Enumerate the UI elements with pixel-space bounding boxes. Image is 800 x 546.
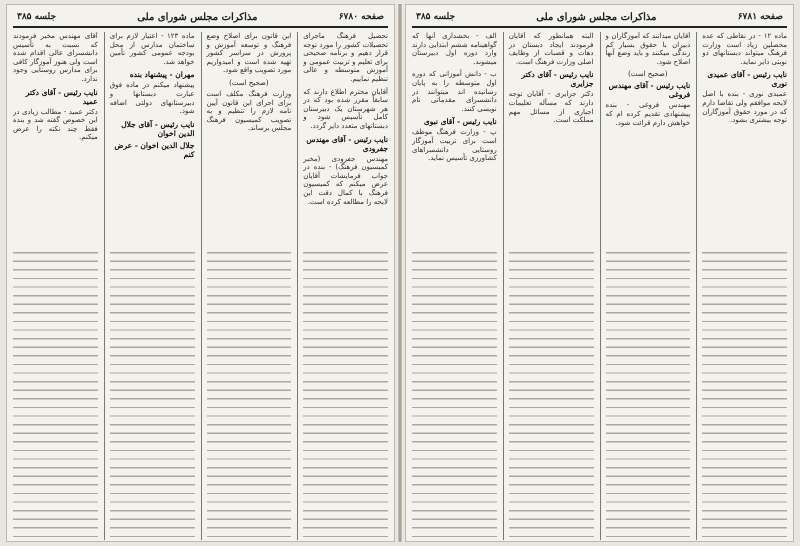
page-title: مذاکرات مجلس شورای ملی — [536, 11, 657, 23]
session-number: جلسه ۳۸۵ — [416, 12, 456, 22]
speaker-heading: جلال الدین اخوان - عرض کنم — [114, 140, 195, 159]
right-page — [405, 4, 794, 542]
paragraph: البته همانطور که آقایان فرمودند ایجاد دبستان در دهات و قصبات از وظایف اصلی وزارت فرهنگ است. — [508, 32, 594, 66]
paragraph: این قانون برای اصلاح وضع فرهنگ و توسعه آموزش و پرورش در سراسر کشور تهیه شده است و امیدواریم مورد تصویب واقع شود. — [206, 32, 292, 75]
text-column — [13, 32, 98, 540]
paragraph: عمیدی نوری - بنده با اصل لایحه موافقم ولی تقاضا دارم که در مورد حقوق آموزگاران توجه بیشتری بشود. — [702, 90, 787, 125]
page-number: صفحه ۶۷۸۱ — [737, 12, 783, 22]
session-number: جلسه ۳۸۵ — [17, 12, 57, 22]
interjection: (صحیح است) — [229, 78, 269, 87]
paragraph: آقای مهندس مخبر فرمودند که نسبت به تأسیس دانشسرای عالی اقدام شده است ولی هنوز آموزگار کافی برای مدارس روستایی وجود ندارد. — [13, 32, 98, 83]
speaker-heading: نایب رئیس - آقای مهندس جفرودی — [306, 134, 388, 153]
left-page-columns — [13, 32, 388, 540]
paragraph: آقایان محترم اطلاع دارند که سابقاً مقرر شده بود که در هر شهرستان یک دبیرستان کامل تأسیس شود و دبستانهای متعدد دایر گردد. — [303, 87, 388, 130]
speaker-heading: نایب رئیس - آقای مهندس فروغی — [608, 81, 691, 100]
speaker-heading: نایب رئیس - آقای نبوی — [423, 117, 497, 127]
text-column — [201, 32, 292, 540]
speaker-heading: نایب رئیس - آقای دکتر عمید — [25, 87, 98, 106]
speaker-heading: مهران - پیشنهاد بنده — [129, 70, 195, 80]
text-body — [207, 250, 292, 540]
speaker-heading: نایب رئیس - آقای عمیدی نوری — [707, 70, 787, 89]
text-body — [606, 250, 691, 540]
text-body — [303, 250, 388, 540]
right-page-columns — [412, 32, 787, 540]
newspaper-spread — [6, 4, 794, 542]
paragraph: الف - بخشداری آنها که گواهینامه ششم ابتدایی دارند وارد دوره اول دبیرستان میشوند. — [412, 32, 497, 66]
paragraph: ماده ۱۲۳ - اعتبار لازم برای ساختمان مدارس از محل بودجه عمومی کشور تأمین خواهد شد. — [109, 32, 195, 66]
speaker-heading: نایب رئیس - آقای جلال الدین اخوان — [121, 119, 195, 138]
page-gutter — [398, 4, 402, 542]
interjection: (صحیح است) — [628, 70, 668, 79]
left-page-header — [13, 9, 388, 28]
speaker-heading: نایب رئیس - آقای دکتر جزایری — [521, 70, 594, 89]
text-body — [13, 250, 98, 540]
paragraph: مهندس فروغی - بنده پیشنهادی تقدیم کرده ام که خواهش دارم قرائت شود. — [605, 101, 691, 127]
text-body — [509, 250, 594, 540]
paragraph: دکتر جزایری - آقایان توجه دارند که مسأله تعلیمات اجباری از مسائل مهم مملکت است. — [508, 90, 594, 125]
paragraph: دکتر عمید - مطالب زیادی در این خصوص گفته شد و بنده فقط چند نکته را عرض میکنم. — [13, 107, 98, 142]
page-title: مذاکرات مجلس شورای ملی — [137, 11, 258, 23]
text-column — [412, 32, 497, 540]
paragraph: پیشنهاد میکنم در ماده فوق عبارت دبستانها و دبیرستانهای دولتی اضافه شود. — [109, 81, 195, 116]
left-page — [6, 4, 395, 542]
text-column — [297, 32, 388, 540]
text-body — [110, 250, 195, 540]
right-page-header — [412, 9, 787, 28]
text-column — [503, 32, 594, 540]
page-number: صفحه ۶۷۸۰ — [338, 12, 384, 22]
paragraph: پ - وزارت فرهنگ موظف است برای تربیت آموزگار روستایی دانشسراهای کشاورزی تأسیس نماید. — [412, 128, 497, 163]
paragraph: وزارت فرهنگ مکلف است برای اجرای این قانون آیین نامه لازم را تنظیم و به تصویب کمیسیون فرهنگ مجلس برساند. — [206, 89, 292, 133]
paragraph: آقایان میدانند که آموزگاران و دبیران با حقوق بسیار کم زندگی میکنند و باید وضع آنها اصلاح شود. — [605, 32, 691, 66]
paragraph: تحصیل فرهنگ ماجرای تحصیلات کشور را مورد توجه قرار دهیم و برنامه صحیحی برای تعلیم و تربیت عمومی و آموزش متوسطه و عالی تنظیم نماییم. — [303, 32, 388, 83]
text-column — [696, 32, 787, 540]
text-body — [412, 250, 497, 540]
paragraph: ماده ۱۲ - در نقاطی که عده محصلین زیاد است وزارت فرهنگ میتواند دبستانهای دو نوبتی دایر نماید. — [702, 32, 787, 66]
paragraph: ب - دانش آموزانی که دوره اول متوسطه را به پایان رسانیده اند میتوانند در دانشسرای مقدماتی نام نویسی کنند. — [412, 70, 497, 113]
text-column — [600, 32, 691, 540]
text-body — [702, 250, 787, 540]
paragraph: مهندس جفرودی (مخبر کمیسیون فرهنگ) - بنده در جواب فرمایشات آقایان عرض میکنم که کمیسیون فرهنگ با کمال دقت این لایحه را مطالعه کرده است. — [303, 154, 388, 206]
text-column — [104, 32, 195, 540]
